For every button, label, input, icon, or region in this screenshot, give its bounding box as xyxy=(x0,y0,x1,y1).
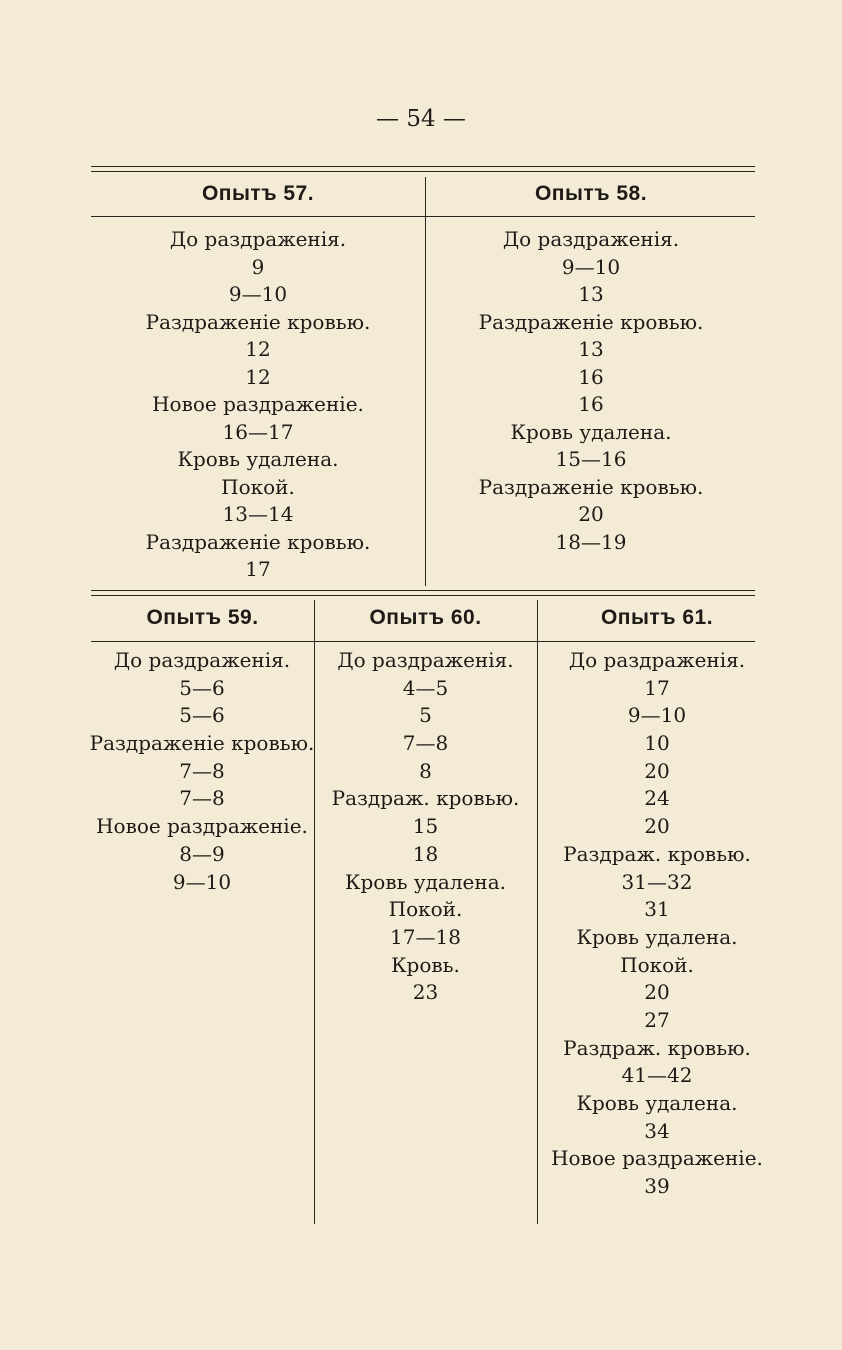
experiment-57-row: До раздраженія. xyxy=(169,227,347,251)
experiment-61-row: 20 xyxy=(644,814,670,839)
experiment-58-row: Раздраженіе кровью. xyxy=(478,309,704,334)
experiment-61-row: 34 xyxy=(644,1118,670,1143)
experiment-57-row: 16—17 xyxy=(222,419,294,444)
experiment-61-row: Кровь удалена. xyxy=(576,1091,738,1115)
experiment-61-row: 24 xyxy=(644,786,670,811)
experiment-57-row: Покой. xyxy=(221,474,295,499)
table-bottom-rule-double-b xyxy=(91,595,755,596)
experiment-59-values xyxy=(68,647,336,896)
experiment-60-row: Кровь. xyxy=(391,952,460,977)
experiment-59-row: 5—6 xyxy=(179,703,225,728)
experiment-60-row: 18 xyxy=(412,841,439,866)
experiment-61-row: 10 xyxy=(644,731,670,756)
experiment-59-row: До раздраженія. xyxy=(113,648,291,672)
experiment-59-row: 5—6 xyxy=(179,675,225,700)
experiment-57-row: 13—14 xyxy=(222,502,294,526)
experiment-58-header: Опытъ 58. xyxy=(534,182,648,205)
table-bottom-rule-double-a xyxy=(91,590,755,591)
experiment-61-row: 39 xyxy=(644,1174,670,1199)
page-number: — 54 — xyxy=(376,106,466,132)
experiment-61-row: 27 xyxy=(644,1007,670,1032)
experiment-58-row: 15—16 xyxy=(555,447,627,471)
experiment-61-row: Покой. xyxy=(620,952,694,977)
experiment-61-row: Новое раздраженіе. xyxy=(551,1146,763,1171)
experiment-58-row: 13 xyxy=(578,337,604,361)
experiment-60-row: 8 xyxy=(419,758,432,783)
experiment-59-row: 8—9 xyxy=(179,841,225,866)
experiment-58-row: До раздраженія. xyxy=(502,227,680,251)
table-top-header-rule xyxy=(91,216,755,217)
experiment-58-row: 13 xyxy=(578,282,604,306)
experiment-57-row: Новое раздраженіе. xyxy=(152,392,364,416)
table-top-rule-double-a xyxy=(91,166,755,167)
experiment-59-header: Опытъ 59. xyxy=(146,606,259,629)
experiment-59-row: Новое раздраженіе. xyxy=(96,814,308,839)
experiment-60-row: Кровь удалена. xyxy=(345,869,506,894)
experiment-57-row: 17 xyxy=(245,557,271,581)
experiment-61-row: До раздраженія. xyxy=(568,648,746,672)
experiment-61-row: 41—42 xyxy=(621,1063,693,1088)
experiment-61-row: 17 xyxy=(644,675,670,700)
table-top-rule-double-b xyxy=(91,171,755,172)
experiment-61-row: 31—32 xyxy=(621,869,693,894)
experiment-58-row: 20 xyxy=(578,502,604,526)
experiment-61-header: Опытъ 61. xyxy=(600,606,714,629)
experiment-61-row: 20 xyxy=(644,758,670,783)
experiment-58-values xyxy=(426,226,756,556)
experiment-59-row: 9—10 xyxy=(172,869,232,894)
experiment-58-row: Раздраженіе кровью. xyxy=(478,474,704,499)
experiment-61-row: Кровь удалена. xyxy=(576,924,738,949)
experiment-60-row: Покой. xyxy=(388,897,463,922)
experiment-61-row: 9—10 xyxy=(627,703,687,728)
experiment-61-row: 20 xyxy=(644,980,670,1005)
experiment-58-row: 16 xyxy=(578,392,604,416)
experiment-61-values xyxy=(538,647,776,1201)
experiment-60-header: Опытъ 60. xyxy=(369,606,482,629)
experiment-61-row: 31 xyxy=(644,897,670,922)
experiment-57-values xyxy=(92,226,424,584)
experiment-60-row: 7—8 xyxy=(402,731,449,756)
experiment-57-row: 9—10 xyxy=(228,282,288,306)
experiment-57-row: Кровь удалена. xyxy=(177,447,339,471)
experiment-57-row: 12 xyxy=(245,337,271,361)
experiment-58-row: 16 xyxy=(578,364,604,389)
experiment-60-row: 17—18 xyxy=(390,924,461,949)
experiment-58-row: 9—10 xyxy=(561,254,621,279)
experiment-59-row: 7—8 xyxy=(179,758,225,783)
experiment-57-row: 9 xyxy=(251,254,265,279)
experiment-61-row: Раздраж. кровью. xyxy=(563,1035,751,1060)
experiment-57-row: 12 xyxy=(245,364,271,389)
experiment-58-row: 18—19 xyxy=(555,529,627,554)
experiment-60-row: 5 xyxy=(419,703,432,728)
experiment-60-row: До раздраженія. xyxy=(337,648,514,672)
experiment-57-row: Раздраженіе кровью. xyxy=(145,529,371,554)
experiment-59-row: 7—8 xyxy=(179,786,225,811)
experiment-59-row: Раздраженіе кровью. xyxy=(89,731,315,756)
experiment-60-row: 23 xyxy=(412,980,439,1005)
experiment-60-row: 4—5 xyxy=(402,675,449,700)
experiment-61-row: Раздраж. кровью. xyxy=(563,841,751,866)
experiment-60-values xyxy=(315,647,536,1007)
experiment-57-row: Раздраженіе кровью. xyxy=(145,309,371,334)
experiment-60-row: Раздраж. кровью. xyxy=(331,786,520,811)
table-bottom-header-rule xyxy=(91,641,755,642)
experiment-57-header: Опытъ 57. xyxy=(201,182,315,205)
experiment-60-row: 15 xyxy=(412,814,439,839)
experiment-58-row: Кровь удалена. xyxy=(510,419,672,444)
